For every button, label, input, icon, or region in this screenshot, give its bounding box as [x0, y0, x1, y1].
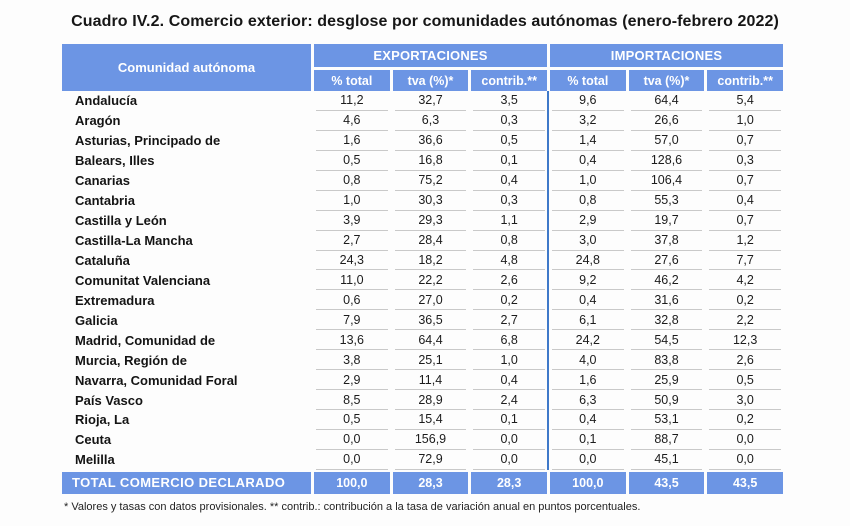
table-row [62, 270, 783, 290]
imp-contrib-value: 2,6 [709, 350, 781, 370]
table-row [62, 450, 783, 470]
region-name: Murcia, Región de [75, 352, 187, 368]
exp-pct-total-value: 7,9 [316, 310, 388, 330]
header-group-exportaciones: EXPORTACIONES [314, 44, 547, 67]
exp-contrib-value: 0,3 [473, 191, 545, 211]
table-row [62, 131, 783, 151]
imp-tva-value: 45,1 [631, 450, 703, 470]
exp-tva-value: 28,4 [395, 231, 467, 251]
region-name: Andalucía [75, 93, 138, 109]
imp-contrib-value: 0,0 [709, 430, 781, 450]
imp-pct-total-value: 4,0 [552, 350, 624, 370]
total-row [62, 472, 783, 494]
region-name: Asturias, Principado de [75, 133, 221, 149]
imp-tva-value: 53,1 [631, 410, 703, 430]
imp-pct-total-value: 0,4 [552, 410, 624, 430]
exp-pct-total-value: 3,9 [316, 211, 388, 231]
imp-tva-value: 88,7 [631, 430, 703, 450]
total-exp-pct: 100,0 [314, 472, 390, 494]
subheader-imp-tva: tva (%)* [629, 70, 705, 91]
region-name: Comunitat Valenciana [75, 272, 211, 288]
exp-contrib-value: 2,6 [473, 270, 545, 290]
exp-tva-value: 30,3 [395, 191, 467, 211]
imp-tva-value: 32,8 [631, 310, 703, 330]
header-region-column: Comunidad autónoma [62, 44, 311, 91]
imp-contrib-value: 0,7 [709, 171, 781, 191]
table-row [62, 211, 783, 231]
table-row [62, 171, 783, 191]
exp-tva-value: 72,9 [395, 450, 467, 470]
exp-tva-value: 36,5 [395, 310, 467, 330]
subheader-imp-contrib: contrib.** [707, 70, 783, 91]
exp-tva-value: 64,4 [395, 330, 467, 350]
exp-contrib-value: 0,0 [473, 430, 545, 450]
imp-contrib-value: 0,2 [709, 290, 781, 310]
imp-pct-total-value: 0,8 [552, 191, 624, 211]
imp-tva-value: 83,8 [631, 350, 703, 370]
exp-tva-value: 18,2 [395, 251, 467, 271]
total-row-label: TOTAL COMERCIO DECLARADO [62, 472, 311, 494]
exp-tva-value: 32,7 [395, 91, 467, 111]
region-name: Cataluña [75, 252, 130, 268]
exp-pct-total-value: 1,0 [316, 191, 388, 211]
exp-tva-value: 22,2 [395, 270, 467, 290]
exp-pct-total-value: 11,2 [316, 91, 388, 111]
total-imp-contrib: 43,5 [707, 472, 783, 494]
exp-contrib-value: 0,4 [473, 370, 545, 390]
imp-pct-total-value: 1,0 [552, 171, 624, 191]
imp-pct-total-value: 0,1 [552, 430, 624, 450]
region-name: Castilla-La Mancha [75, 233, 193, 249]
imp-pct-total-value: 24,8 [552, 251, 624, 271]
imp-tva-value: 26,6 [631, 111, 703, 131]
imp-contrib-value: 0,3 [709, 151, 781, 171]
exp-pct-total-value: 24,3 [316, 251, 388, 271]
exp-pct-total-value: 1,6 [316, 131, 388, 151]
imp-tva-value: 106,4 [631, 171, 703, 191]
exp-pct-total-value: 0,6 [316, 290, 388, 310]
exp-pct-total-value: 2,7 [316, 231, 388, 251]
exp-tva-value: 28,9 [395, 390, 467, 410]
exp-pct-total-value: 0,0 [316, 450, 388, 470]
exp-contrib-value: 0,1 [473, 410, 545, 430]
region-name: Ceuta [75, 432, 112, 448]
imp-pct-total-value: 9,2 [552, 270, 624, 290]
exp-pct-total-value: 4,6 [316, 111, 388, 131]
exp-contrib-value: 4,8 [473, 251, 545, 271]
imp-contrib-value: 0,4 [709, 191, 781, 211]
subheader-exp-pct-total: % total [314, 70, 390, 91]
imp-tva-value: 64,4 [631, 91, 703, 111]
exp-contrib-value: 0,3 [473, 111, 545, 131]
exp-tva-value: 156,9 [395, 430, 467, 450]
imp-pct-total-value: 6,1 [552, 310, 624, 330]
region-name: Extremadura [75, 292, 155, 308]
exp-contrib-value: 0,5 [473, 131, 545, 151]
subheader-exp-contrib: contrib.** [471, 70, 547, 91]
imp-contrib-value: 1,2 [709, 231, 781, 251]
subheader-exp-tva: tva (%)* [393, 70, 469, 91]
exp-contrib-value: 0,4 [473, 171, 545, 191]
exp-tva-value: 15,4 [395, 410, 467, 430]
total-imp-pct: 100,0 [550, 472, 626, 494]
subheader-imp-pct-total: % total [550, 70, 626, 91]
table-row [62, 410, 783, 430]
total-imp-tva: 43,5 [629, 472, 705, 494]
region-name: Castilla y León [75, 213, 167, 229]
total-exp-tva: 28,3 [393, 472, 469, 494]
page-title: Cuadro IV.2. Comercio exterior: desglose por comunidades autónomas (enero-febrero 2022) [71, 13, 779, 30]
imp-tva-value: 57,0 [631, 131, 703, 151]
imp-pct-total-value: 0,4 [552, 290, 624, 310]
exp-contrib-value: 0,1 [473, 151, 545, 171]
imp-tva-value: 19,7 [631, 211, 703, 231]
exp-tva-value: 36,6 [395, 131, 467, 151]
table-row [62, 330, 783, 350]
exp-pct-total-value: 0,5 [316, 410, 388, 430]
region-name: Balears, Illes [75, 153, 155, 169]
exp-tva-value: 11,4 [395, 370, 467, 390]
imp-pct-total-value: 3,0 [552, 231, 624, 251]
imp-contrib-value: 4,2 [709, 270, 781, 290]
imp-contrib-value: 0,2 [709, 410, 781, 430]
exp-contrib-value: 2,7 [473, 310, 545, 330]
table-row [62, 430, 783, 450]
imp-contrib-value: 3,0 [709, 390, 781, 410]
exp-contrib-value: 3,5 [473, 91, 545, 111]
imp-pct-total-value: 6,3 [552, 390, 624, 410]
exp-contrib-value: 0,0 [473, 450, 545, 470]
exp-contrib-value: 1,1 [473, 211, 545, 231]
imp-tva-value: 27,6 [631, 251, 703, 271]
exp-contrib-value: 2,4 [473, 390, 545, 410]
imp-tva-value: 128,6 [631, 151, 703, 171]
total-exp-contrib: 28,3 [471, 472, 547, 494]
exp-tva-value: 27,0 [395, 290, 467, 310]
imp-pct-total-value: 0,4 [552, 151, 624, 171]
imp-contrib-value: 5,4 [709, 91, 781, 111]
table-row [62, 350, 783, 370]
data-table [62, 44, 783, 494]
imp-pct-total-value: 9,6 [552, 91, 624, 111]
imp-tva-value: 25,9 [631, 370, 703, 390]
region-name: Galicia [75, 312, 118, 328]
imp-contrib-value: 12,3 [709, 330, 781, 350]
table-row [62, 290, 783, 310]
region-name: Navarra, Comunidad Foral [75, 372, 238, 388]
imp-pct-total-value: 2,9 [552, 211, 624, 231]
region-name: Cantabria [75, 193, 135, 209]
table-row [62, 251, 783, 271]
imp-contrib-value: 7,7 [709, 251, 781, 271]
table-row [62, 151, 783, 171]
imp-contrib-value: 0,7 [709, 211, 781, 231]
region-name: País Vasco [75, 392, 143, 408]
exp-pct-total-value: 0,0 [316, 430, 388, 450]
exp-tva-value: 16,8 [395, 151, 467, 171]
imp-pct-total-value: 3,2 [552, 111, 624, 131]
imp-tva-value: 50,9 [631, 390, 703, 410]
exp-pct-total-value: 13,6 [316, 330, 388, 350]
exp-pct-total-value: 11,0 [316, 270, 388, 290]
footnote: * Valores y tasas con datos provisionales. ** contrib.: contribución a la tasa de variación anual en puntos porcentuales. [64, 501, 641, 513]
imp-contrib-value: 0,7 [709, 131, 781, 151]
region-name: Melilla [75, 452, 115, 468]
table-header [62, 44, 783, 91]
imp-contrib-value: 1,0 [709, 111, 781, 131]
imp-tva-value: 37,8 [631, 231, 703, 251]
imp-pct-total-value: 1,6 [552, 370, 624, 390]
imp-tva-value: 55,3 [631, 191, 703, 211]
table-row [62, 370, 783, 390]
exp-tva-value: 6,3 [395, 111, 467, 131]
exp-pct-total-value: 3,8 [316, 350, 388, 370]
imp-contrib-value: 0,5 [709, 370, 781, 390]
imp-tva-value: 31,6 [631, 290, 703, 310]
exp-tva-value: 25,1 [395, 350, 467, 370]
exp-pct-total-value: 2,9 [316, 370, 388, 390]
table-body [62, 91, 783, 470]
exp-pct-total-value: 8,5 [316, 390, 388, 410]
exp-tva-value: 75,2 [395, 171, 467, 191]
exp-pct-total-value: 0,5 [316, 151, 388, 171]
imp-pct-total-value: 0,0 [552, 450, 624, 470]
table-row [62, 390, 783, 410]
imp-contrib-value: 0,0 [709, 450, 781, 470]
region-name: Aragón [75, 113, 121, 129]
region-name: Canarias [75, 173, 130, 189]
header-group-importaciones: IMPORTACIONES [550, 44, 783, 67]
exp-contrib-value: 1,0 [473, 350, 545, 370]
imp-tva-value: 46,2 [631, 270, 703, 290]
imp-pct-total-value: 24,2 [552, 330, 624, 350]
exp-tva-value: 29,3 [395, 211, 467, 231]
region-name: Rioja, La [75, 412, 130, 428]
exp-contrib-value: 0,2 [473, 290, 545, 310]
table-row [62, 231, 783, 251]
table-row [62, 310, 783, 330]
imp-tva-value: 54,5 [631, 330, 703, 350]
region-name: Madrid, Comunidad de [75, 332, 216, 348]
exp-pct-total-value: 0,8 [316, 171, 388, 191]
table-row [62, 91, 783, 111]
section-divider-line [547, 91, 549, 470]
imp-pct-total-value: 1,4 [552, 131, 624, 151]
exp-contrib-value: 0,8 [473, 231, 545, 251]
imp-contrib-value: 2,2 [709, 310, 781, 330]
exp-contrib-value: 6,8 [473, 330, 545, 350]
table-row [62, 111, 783, 131]
table-row [62, 191, 783, 211]
